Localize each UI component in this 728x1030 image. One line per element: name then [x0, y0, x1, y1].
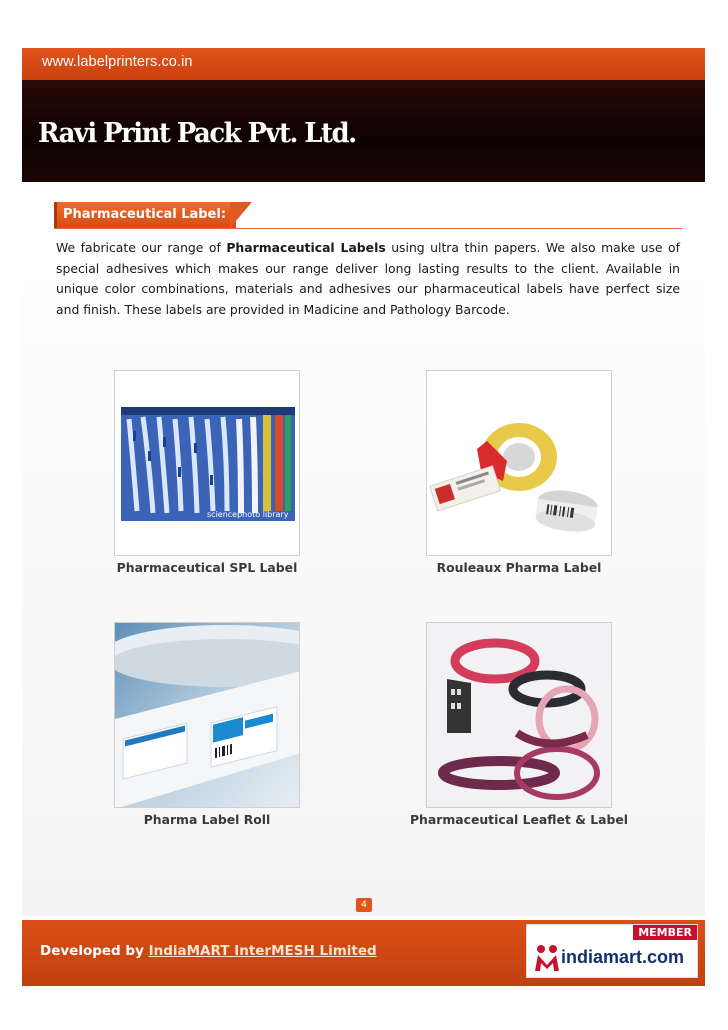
company-header: [22, 80, 705, 182]
indiamart-logo-icon: [533, 943, 561, 973]
description-text-1: We fabricate our range of: [56, 240, 227, 255]
section-divider: [54, 228, 682, 229]
page-number: 4: [356, 898, 372, 912]
product-image-spl-label[interactable]: [114, 370, 300, 556]
watermark-text: sciencephoto library: [207, 510, 289, 519]
top-bar: [22, 48, 705, 80]
section-title-tail: [230, 202, 252, 228]
product-caption-rouleaux-label[interactable]: Rouleaux Pharma Label: [436, 560, 602, 575]
product-caption-label-roll[interactable]: Pharma Label Roll: [143, 812, 271, 827]
spl-label-photo: [115, 371, 300, 556]
company-name: Ravi Print Pack Pvt. Ltd.: [38, 118, 356, 149]
product-image-rouleaux-label[interactable]: [426, 370, 612, 556]
developed-by: [40, 943, 377, 959]
product-image-leaflet-label[interactable]: [426, 622, 612, 808]
rouleaux-label-photo: [427, 371, 612, 556]
brochure-page: [22, 48, 705, 986]
product-caption-leaflet-label[interactable]: [409, 812, 629, 828]
description-text-2: using ultra thin papers. We also make use of special adhesives which makes our range deliver long lasting results to the client. Available in unique color combinations, materials and adhesives our pharmaceutical labels have perfect size and finish. These labels are provided in Madicine and Pathology Barcode.: [56, 240, 680, 317]
leaflet-caption-text: Pharmaceutical Leaflet & Label: [409, 812, 629, 827]
indiamart-member-badge[interactable]: [526, 924, 698, 978]
product-image-label-roll[interactable]: [114, 622, 300, 808]
website-url[interactable]: www.labelprinters.co.in: [42, 54, 193, 70]
indiamart-logo-text: indiamart.com: [561, 947, 685, 967]
section-title: Pharmaceutical Label:: [54, 202, 236, 228]
developer-link[interactable]: IndiaMART InterMESH Limited: [148, 943, 377, 959]
label-roll-photo: [115, 623, 300, 808]
developed-by-label: Developed by: [40, 943, 144, 959]
leaflet-label-photo: [427, 623, 612, 808]
product-caption-spl-label[interactable]: Pharmaceutical SPL Label: [116, 560, 298, 575]
description-bold: Pharmaceutical Labels: [226, 240, 386, 255]
section-description: [56, 238, 680, 320]
member-tag: MEMBER: [633, 925, 697, 940]
